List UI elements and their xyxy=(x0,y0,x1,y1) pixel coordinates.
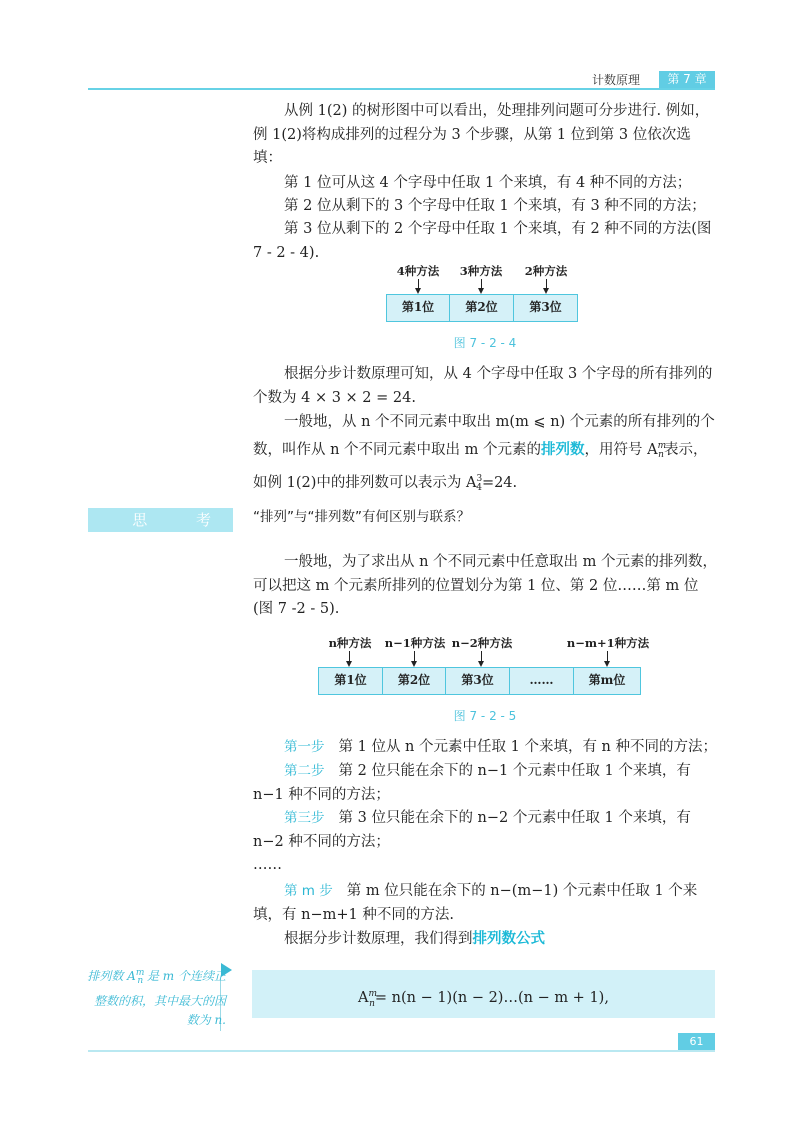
symbol-4: 4 xyxy=(476,483,482,494)
symbol-n: n xyxy=(137,976,144,987)
footer-rule xyxy=(88,1050,715,1052)
symbol-A: A xyxy=(358,989,369,1006)
symbol-m: m xyxy=(657,440,667,451)
arrow-icon xyxy=(607,651,608,662)
method-label: n−1种方法 xyxy=(384,636,446,650)
definition-text: 表示，如例 1(2)中的排列数可以表示为 A xyxy=(253,441,708,491)
paragraph-formula-intro xyxy=(253,927,718,952)
paragraph-step1: 第 1 位可从这 4 个字母中任取 1 个来填，有 4 种不同的方法； xyxy=(284,175,692,191)
paragraph-step3: 第 3 位从剩下的 2 个字母中任取 1 个来填，有 2 种不同的方法(图 7 - 2 - 4). xyxy=(253,221,712,261)
paragraph-definition xyxy=(253,411,718,501)
definition-text: 一般地，从 n 个不同元素中取出 m(m ⩽ n) 个元素的所有排列的个数，叫作从 n 个不同元素中取出 m 个元素的 xyxy=(253,414,715,458)
side-note xyxy=(86,964,226,1031)
step-text: 第 m 位只能在余下的 n−(m−1) 个元素中任取 1 个来填，有 n−m+1 种不同的方法. xyxy=(253,883,698,923)
formula-text: = n(n − 1)(n − 2)…(n − m + 1), xyxy=(374,989,609,1006)
method-label: 2种方法 xyxy=(524,264,568,278)
term-permutation-number: 排列数 xyxy=(541,440,585,458)
arrow-icon xyxy=(481,279,482,289)
step-item xyxy=(253,880,718,927)
arrow-icon xyxy=(349,651,350,662)
paragraph-intro: 从例 1(2) 的树形图中可以看出，处理排列问题可分步进行. 例如，例 1(2)将构成排列的过程分为 3 个步骤，从第 1 位到第 3 位依次选填： xyxy=(253,103,710,166)
method-label: n−m+1种方法 xyxy=(566,636,650,650)
arrow-icon xyxy=(418,279,419,289)
paragraph-general: 一般地，为了求出从 n 个不同元素中任意取出 m 个元素的排列数，可以把这 m 个元素所排列的位置划分为第 1 位、第 2 位……第 m 位(图 7 -2 - 5). xyxy=(253,554,718,617)
side-note-text: 是 m 个连续正整数的积，其中最大的因数为 n. xyxy=(93,969,226,1028)
method-label: 3种方法 xyxy=(459,264,503,278)
position-box: 第2位 xyxy=(449,294,514,322)
think-label: 思 考 xyxy=(88,508,233,532)
position-box: 第2位 xyxy=(382,667,446,695)
term-formula: 排列数公式 xyxy=(472,930,545,947)
step-label: 第 m 步 xyxy=(284,883,333,899)
formula-intro-text: 根据分步计数原理，我们得到 xyxy=(284,931,473,947)
figure-caption: 图 7 - 2 - 4 xyxy=(453,336,517,350)
step-item xyxy=(253,760,718,807)
header-rule xyxy=(88,88,715,90)
paragraph-step2: 第 2 位从剩下的 3 个字母中任取 1 个来填，有 3 种不同的方法； xyxy=(284,198,706,214)
position-box: 第3位 xyxy=(513,294,578,322)
position-box: …… xyxy=(509,667,574,695)
chapter-badge: 第 7 章 xyxy=(659,71,715,88)
think-question: “排列”与“排列数”有何区别与联系？ xyxy=(253,509,470,525)
step-item xyxy=(253,807,718,854)
step-label: 第三步 xyxy=(284,810,325,826)
arrow-icon xyxy=(481,651,482,662)
arrow-icon xyxy=(414,651,415,662)
step-ellipsis: …… xyxy=(253,857,282,873)
step-text: 第 3 位只能在余下的 n−2 个元素中任取 1 个来填，有 n−2 种不同的方法； xyxy=(253,810,691,850)
symbol-3: 3 xyxy=(476,473,483,484)
definition-text: =24. xyxy=(481,474,518,491)
step-label: 第二步 xyxy=(284,763,325,779)
step-item xyxy=(253,736,718,760)
position-box: 第m位 xyxy=(573,667,641,695)
symbol-n: n xyxy=(658,450,664,461)
page-number: 61 xyxy=(678,1033,715,1050)
step-text: 第 1 位从 n 个元素中任取 1 个来填，有 n 种不同的方法； xyxy=(338,739,717,755)
symbol-n: n xyxy=(369,998,375,1009)
method-label: n种方法 xyxy=(328,636,372,650)
arrow-icon xyxy=(546,279,547,289)
side-note-text: 排列数 A xyxy=(87,969,136,983)
figure-caption: 图 7 - 2 - 5 xyxy=(453,709,517,723)
formula-box xyxy=(252,970,715,1018)
step-text: 第 2 位只能在余下的 n−1 个元素中任取 1 个来填，有 n−1 种不同的方法； xyxy=(253,763,691,803)
position-box: 第1位 xyxy=(318,667,383,695)
method-label: n−2种方法 xyxy=(451,636,513,650)
symbol-m: m xyxy=(368,989,378,999)
symbol-m: m xyxy=(135,968,145,978)
step-label: 第一步 xyxy=(284,739,325,755)
paragraph-count: 根据分步计数原理可知，从 4 个字母中任取 3 个字母的所有排列的个数为 4 × 3 × 2 = 24. xyxy=(253,366,713,406)
method-label: 4种方法 xyxy=(396,264,440,278)
definition-text: ，用符号 A xyxy=(584,441,658,458)
position-box: 第1位 xyxy=(386,294,450,322)
section-title: 计数原理 xyxy=(591,73,640,87)
position-box: 第3位 xyxy=(445,667,510,695)
